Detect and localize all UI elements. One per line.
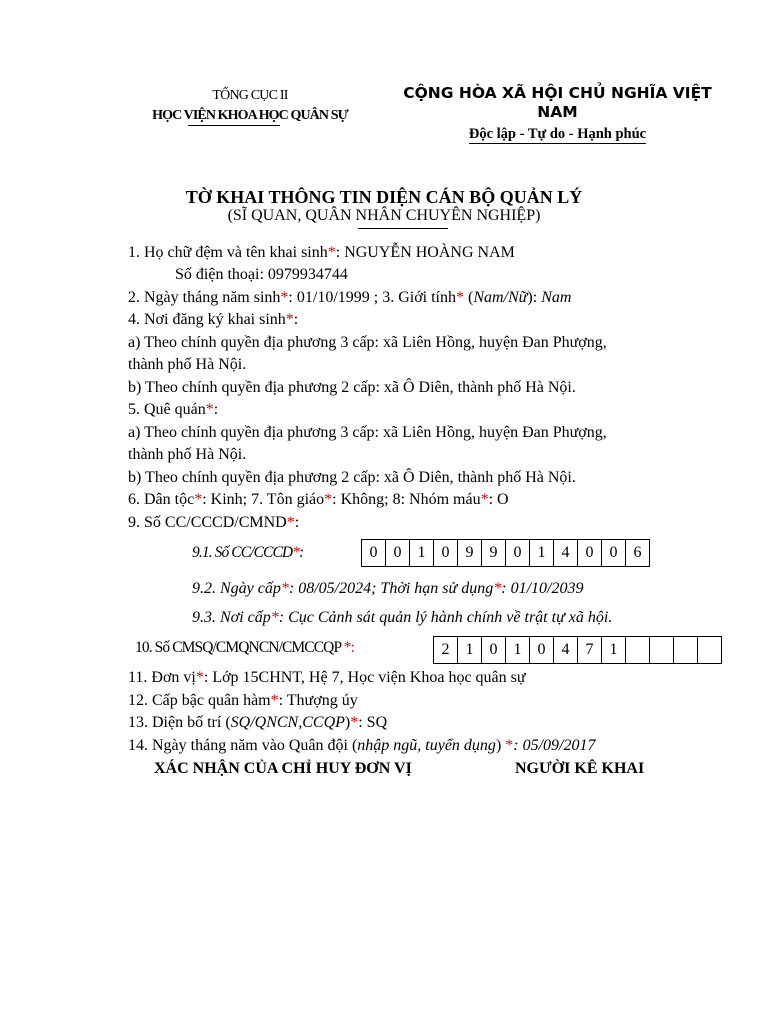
digit-box [626,637,650,664]
field-rank: 12. Cấp bậc quân hàm*: Thượng úy [128,692,358,709]
field-military-id: 10. Số CMSQ/CMQNCN/CMCCQP *: [135,639,354,656]
field-id-93: 9.3. Nơi cấp*: Cục Cảnh sát quản lý hành chính về trật tự xã hội. [192,609,613,626]
form-subtitle: (SĨ QUAN, QUÂN NHÂN CHUYÊN NGHIỆP) [227,207,541,224]
digit-box: 0 [362,540,386,567]
field-hometown: 5. Quê quán*: [128,401,219,418]
digit-box: 9 [458,540,482,567]
military-id-boxes [433,636,722,664]
agency-underline [188,125,280,126]
digit-box: 4 [554,637,578,664]
digit-box: 1 [410,540,434,567]
agency-header [100,88,400,125]
field-hometown-a1: a) Theo chính quyền địa phương 3 cấp: xã Liên Hồng, huyện Đan Phượng, [128,424,607,441]
field-assignment: 13. Diện bố trí (SQ/QNCN,CCQP)*: SQ [128,714,388,731]
subtitle-underline [358,228,448,229]
commander-confirmation-label: XÁC NHẬN CỦA CHỈ HUY ĐƠN VỊ [154,760,412,777]
agency-name: HỌC VIỆN KHOA HỌC QUÂN SỰ [152,108,348,123]
digit-box [674,637,698,664]
digit-box: 0 [434,540,458,567]
id-number-boxes [361,539,650,567]
digit-box: 2 [434,637,458,664]
field-birth-registration: 4. Nơi đăng ký khai sinh*: [128,311,299,328]
national-header [390,84,725,143]
digit-box: 0 [578,540,602,567]
digit-box: 0 [506,540,530,567]
form-title: TỜ KHAI THÔNG TIN DIỆN CÁN BỘ QUẢN LÝ [185,187,583,207]
digit-box: 1 [530,540,554,567]
field-phone: Số điện thoại: 0979934744 [175,266,348,283]
digit-box: 0 [530,637,554,664]
field-hometown-a2: thành phố Hà Nội. [128,446,247,463]
digit-box: 0 [602,540,626,567]
digit-box [698,637,722,664]
agency-parent: TỔNG CỤC II [212,88,288,103]
digit-box: 4 [554,540,578,567]
declarant-label: NGƯỜI KÊ KHAI [515,760,645,777]
field-unit: 11. Đơn vị*: Lớp 15CHNT, Hệ 7, Học viện Khoa học quân sự [128,669,526,686]
field-hometown-b: b) Theo chính quyền địa phương 2 cấp: xã Ô Diên, thành phố Hà Nội. [128,469,576,486]
digit-box: 9 [482,540,506,567]
field-dob-gender: 2. Ngày tháng năm sinh*: 01/10/1999 ; 3. Giới tính* (Nam/Nữ): Nam [128,289,572,306]
national-title: CỘNG HÒA XÃ HỘI CHỦ NGHĨA VIỆT NAM [403,84,712,121]
field-id-number: 9. Số CC/CCCD/CMND*: [128,514,300,531]
digit-box: 1 [602,637,626,664]
digit-box: 1 [458,637,482,664]
digit-box: 6 [626,540,650,567]
field-id-92: 9.2. Ngày cấp*: 08/05/2024; Thời hạn sử dụng*: 01/10/2039 [192,580,584,597]
field-ethnicity-religion-blood: 6. Dân tộc*: Kinh; 7. Tôn giáo*: Không; 8: Nhóm máu*: O [128,491,509,508]
field-birth-reg-a2: thành phố Hà Nội. [128,356,247,373]
field-id-91-label: 9.1. Số CC/CCCD*: [192,544,304,561]
field-birth-reg-a1: a) Theo chính quyền địa phương 3 cấp: xã Liên Hồng, huyện Đan Phượng, [128,334,607,351]
field-birth-reg-b: b) Theo chính quyền địa phương 2 cấp: xã Ô Diên, thành phố Hà Nội. [128,379,576,396]
national-motto: Độc lập - Tự do - Hạnh phúc [468,126,647,142]
field-full-name: 1. Họ chữ đệm và tên khai sinh*: NGUYỄN HOÀNG NAM [128,244,515,261]
digit-box [650,637,674,664]
digit-box: 1 [506,637,530,664]
field-enlistment-date: 14. Ngày tháng năm vào Quân đội (nhập ngũ, tuyển dụng) *: 05/09/2017 [128,737,596,754]
digit-box: 0 [386,540,410,567]
digit-box: 7 [578,637,602,664]
digit-box: 0 [482,637,506,664]
